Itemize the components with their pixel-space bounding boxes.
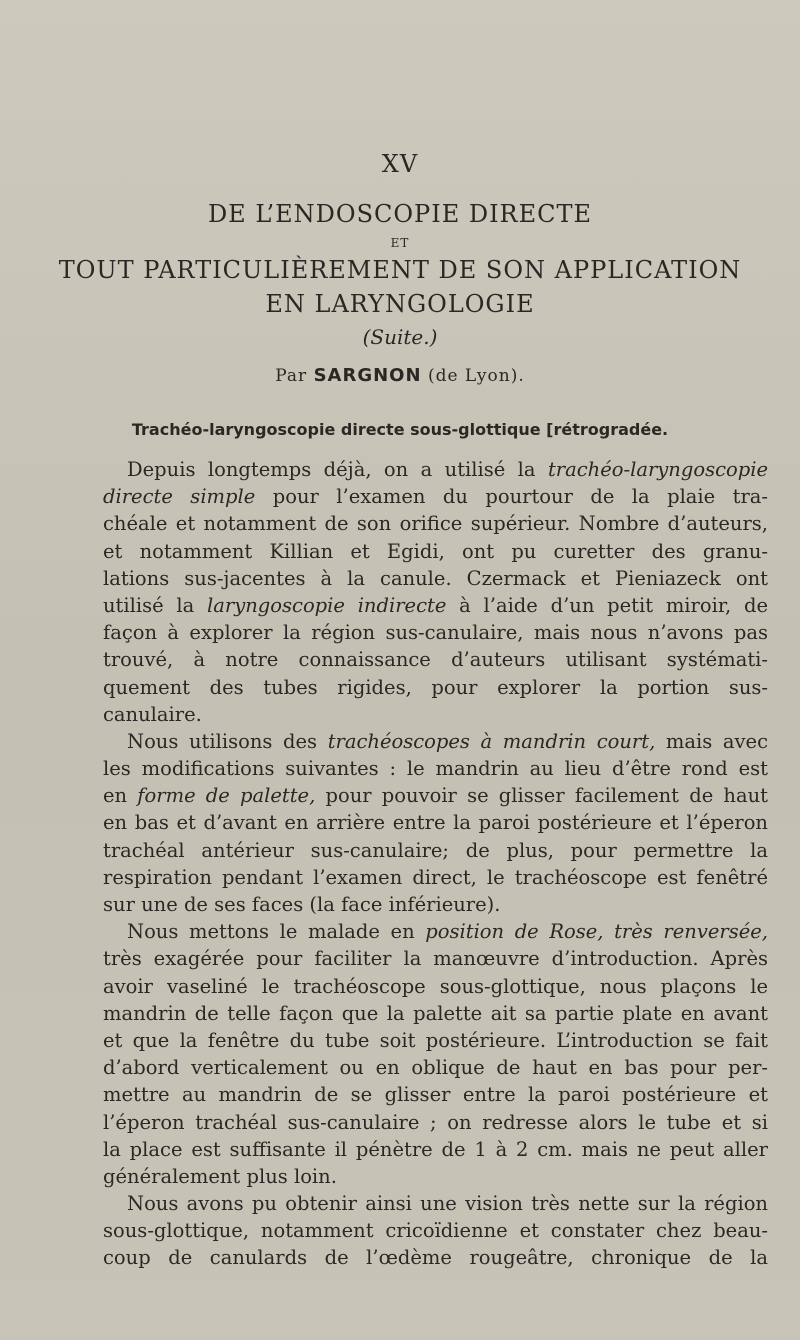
text-line [103, 646, 768, 673]
text-line [103, 891, 768, 918]
text-segment: chéale et notamment de son orifice supérieur. Nombre d’auteurs, [103, 512, 768, 536]
text-line [103, 973, 768, 1000]
text-line [103, 755, 768, 782]
text-segment: Depuis longtemps déjà, on a utilisé la [127, 458, 548, 481]
text-segment: la place est suffisante il pénètre de 1 à 2 cm. mais ne peut aller [103, 1137, 768, 1161]
text-line [103, 1217, 768, 1244]
suite-label: (Suite.) [362, 325, 438, 349]
text-line [103, 728, 768, 755]
text-segment: trouvé, à notre connaissance d’auteurs utilisant systémati- [103, 648, 768, 672]
italic-segment: position de Rose, très renversée, [425, 920, 768, 944]
text-segment: mais avec [655, 729, 768, 753]
title-line-1: DE L’ENDOSCOPIE DIRECTE [207, 200, 593, 228]
title-line-2: TOUT PARTICULIÈREMENT DE SON APPLICATION [58, 256, 742, 284]
text-segment: avoir vaseliné le trachéoscope sous-glottique, nous plaçons le [103, 974, 768, 998]
text-segment: l’éperon trachéal sus-canulaire ; on redresse alors le tube et si [103, 1110, 768, 1134]
text-segment: utilisé la [103, 593, 208, 617]
text-segment: pour l’examen du pourtour de la plaie tra- [255, 485, 769, 509]
text-segment: les modifications suivantes : le mandrin au lieu d’être rond est [103, 757, 768, 781]
text-segment: respiration pendant l’examen direct, le trachéoscope est fenêtré [103, 865, 768, 889]
italic-segment: laryngoscopie indirecte [207, 593, 447, 617]
text-line [103, 565, 768, 592]
text-segment: et que la fenêtre du tube soit postérieure. L’introduction se fait [103, 1028, 768, 1052]
text-line [103, 538, 768, 565]
chapter-number: XV [381, 150, 419, 178]
text-line [103, 918, 768, 945]
text-line [103, 837, 768, 864]
text-segment: et notamment Killian et Egidi, ont pu curetter des granu- [103, 539, 768, 563]
title-et: ET [390, 236, 410, 250]
text-segment: sous-glottique, notamment cricoïdienne et constater chez beau- [103, 1219, 768, 1243]
text-line [103, 945, 768, 972]
section-heading: Trachéo-laryngoscopie directe sous-glottique [rétrogradée. [131, 420, 669, 439]
byline-par: Par [275, 366, 308, 386]
body-text [103, 456, 768, 1272]
text-segment: Nous avons pu obtenir ainsi une vision très nette sur la région [127, 1192, 768, 1216]
text-line [103, 456, 768, 483]
italic-segment: forme de palette, [137, 784, 316, 808]
text-segment: d’abord verticalement ou en oblique de haut en bas pour per- [103, 1056, 768, 1080]
text-segment: en bas et d’avant en arrière entre la paroi postérieure et l’éperon [103, 811, 768, 835]
text-line [103, 1081, 768, 1108]
text-line [103, 483, 768, 510]
text-line [103, 674, 768, 701]
text-segment: canulaire. [103, 702, 202, 726]
text-line [103, 510, 768, 537]
text-segment: trachéal antérieur sus-canulaire; de plus, pour permettre la [103, 838, 768, 862]
text-segment: mandrin de telle façon que la palette ait sa partie plate en avant [103, 1001, 768, 1025]
italic-segment: directe simple [103, 485, 256, 509]
text-line [103, 1054, 768, 1081]
text-line [103, 1136, 768, 1163]
text-line [103, 1163, 768, 1190]
text-segment: mettre au mandrin de se glisser entre la paroi postérieure et [103, 1083, 768, 1107]
text-line [103, 809, 768, 836]
text-segment: Nous utilisons des [127, 729, 328, 753]
author-place: (de Lyon). [427, 366, 525, 386]
text-line [103, 782, 768, 809]
italic-segment: trachéo-laryngoscopie [547, 458, 768, 481]
text-segment: Nous mettons le malade en [127, 920, 426, 944]
text-line [103, 1244, 768, 1271]
byline [0, 365, 800, 386]
text-segment: quement des tubes rigides, pour explorer la portion sus- [103, 675, 768, 699]
title-line-3: EN LARYNGOLOGIE [265, 290, 535, 318]
text-line [103, 619, 768, 646]
text-line [103, 1109, 768, 1136]
text-segment: sur une de ses faces (la face inférieure). [103, 893, 501, 916]
text-line [103, 592, 768, 619]
text-segment: en [103, 784, 138, 808]
text-segment: coup de canulards de l’œdème rougeâtre, chronique de la [103, 1246, 768, 1270]
author-name: SARGNON [313, 365, 422, 386]
text-segment: très exagérée pour faciliter la manœuvre d’introduction. Après [103, 947, 768, 971]
text-segment: lations sus-jacentes à la canule. Czermack et Pieniazeck ont [103, 566, 768, 590]
text-segment: façon à explorer la région sus-canulaire, mais nous n’avons pas [103, 621, 768, 645]
text-segment: à l’aide d’un petit miroir, de [446, 593, 769, 617]
text-line [103, 1027, 768, 1054]
text-line [103, 1190, 768, 1217]
text-segment: pour pouvoir se glisser facilement de haut [315, 784, 768, 808]
text-line [103, 864, 768, 891]
text-line [103, 701, 768, 728]
text-line [103, 1000, 768, 1027]
text-segment: généralement plus loin. [103, 1164, 337, 1188]
italic-segment: trachéoscopes à mandrin court, [327, 729, 656, 753]
